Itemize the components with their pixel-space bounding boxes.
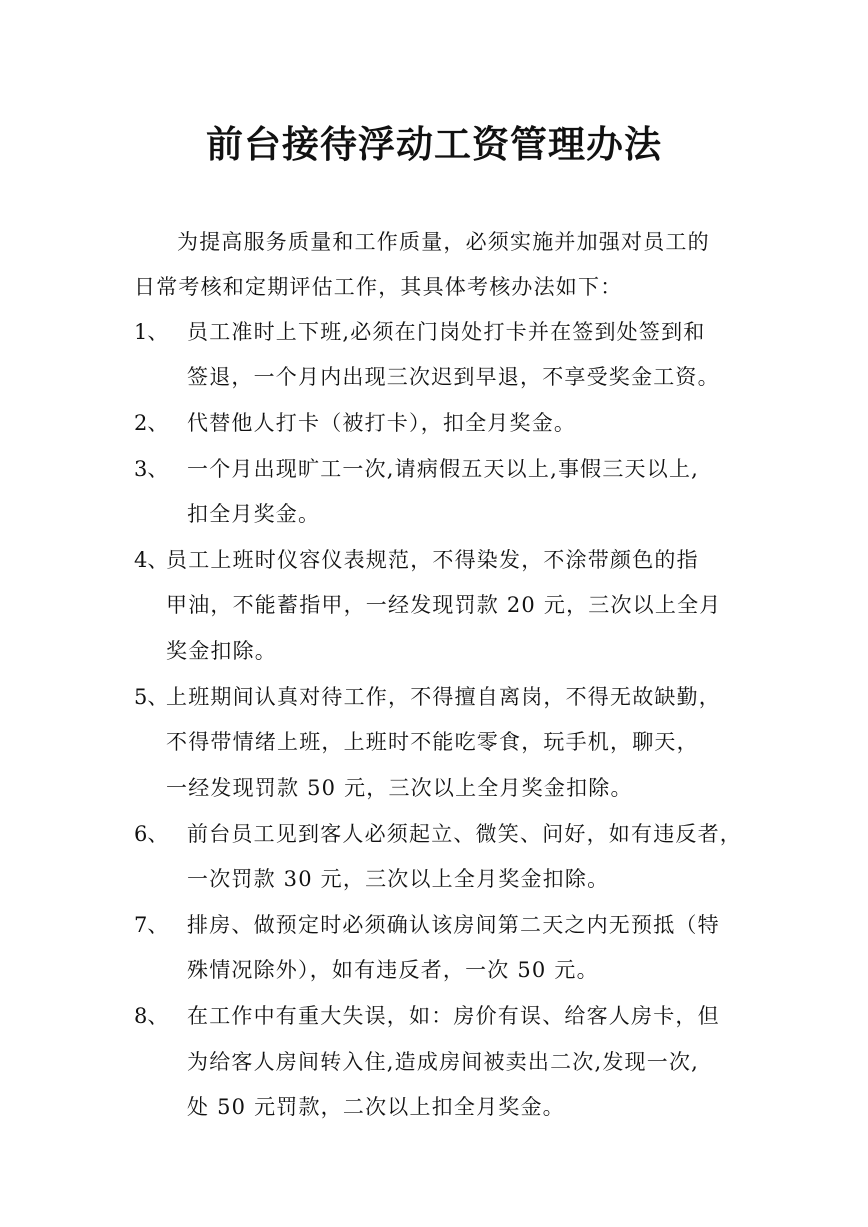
item-7-line-1: 排房、做预定时必须确认该房间第二天之内无预抵（特	[187, 913, 720, 937]
document-title: 前台接待浮动工资管理办法	[206, 123, 662, 166]
item-2-line-1: 代替他人打卡（被打卡），扣全月奖金。	[187, 411, 577, 435]
item-1-line-1: 员工准时上下班,必须在门岗处打卡并在签到处签到和	[187, 320, 706, 344]
item-5-line-1: 上班期间认真对待工作，不得擅自离岗，不得无故缺勤，	[166, 685, 721, 709]
item-3-line-2: 扣全月奖金。	[187, 502, 321, 526]
item-4-number: 4、	[134, 548, 169, 572]
item-3-line-1: 一个月出现旷工一次,请病假五天以上,事假三天以上,	[187, 457, 700, 481]
intro-line-2: 日常考核和定期评估工作，其具体考核办法如下：	[134, 275, 623, 299]
item-8-line-2: 为给客人房间转入住,造成房间被卖出二次,发现一次,	[187, 1050, 700, 1074]
item-7-line-2: 殊情况除外），如有违反者，一次 50 元。	[187, 958, 599, 982]
item-4-line-2: 甲油，不能蓄指甲，一经发现罚款 20 元，三次以上全月	[166, 593, 722, 617]
item-4-line-3: 奖金扣除。	[166, 639, 277, 663]
item-6-line-1: 前台员工见到客人必须起立、微笑、问好，如有违反者，	[187, 822, 742, 846]
item-8-number: 8、	[134, 1004, 169, 1028]
item-5-line-2: 不得带情绪上班，上班时不能吃零食，玩手机，聊天，	[166, 730, 699, 754]
item-4-line-1: 员工上班时仪容仪表规范，不得染发，不涂带颜色的指	[166, 548, 699, 572]
item-8-line-3: 处 50 元罚款，二次以上扣全月奖金。	[187, 1095, 565, 1119]
item-5-line-3: 一经发现罚款 50 元，三次以上全月奖金扣除。	[166, 776, 633, 800]
item-7-number: 7、	[134, 913, 169, 937]
item-6-number: 6、	[134, 822, 169, 846]
item-5-number: 5、	[134, 685, 169, 709]
item-1-number: 1、	[134, 320, 169, 344]
item-8-line-1: 在工作中有重大失误，如：房价有误、给客人房卡，但	[187, 1004, 720, 1028]
item-6-line-2: 一次罚款 30 元，三次以上全月奖金扣除。	[187, 867, 610, 891]
item-2-number: 2、	[134, 411, 169, 435]
intro-line-1: 为提高服务质量和工作质量，必须实施并加强对员工的	[177, 230, 710, 254]
item-3-number: 3、	[134, 457, 169, 481]
item-1-line-2: 签退，一个月内出现三次迟到早退，不享受奖金工资。	[187, 365, 720, 389]
